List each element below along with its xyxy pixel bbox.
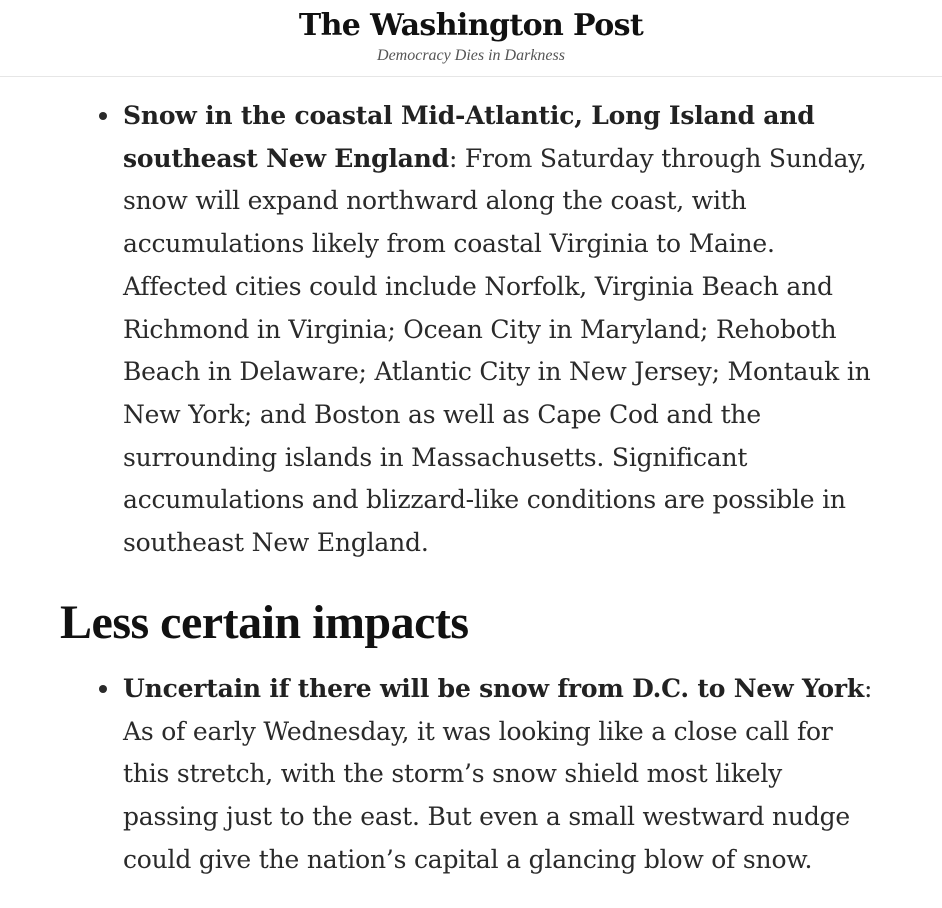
bullet-body-text: : From Saturday through Sunday, snow will expand northward along the coast, with accumulations likely from coastal Virginia to Maine. Affected cities could include Norfolk, Virginia Beach and Richmond in Virginia; Ocean City in Maryland; Rehoboth Beach in Delaware; Atlantic City in New Jersey; Montauk in New York; and Boston as well as Cape Cod and the surrounding islands in Massachusetts. Significant accumulations and blizzard-like conditions are possible in southeast New England.	[123, 143, 871, 558]
bullet-bold-lead: Uncertain if there will be snow from D.C. to New York	[123, 674, 864, 703]
washington-post-logo[interactable]: The Washington Post	[298, 8, 644, 43]
bullet-icon	[99, 112, 107, 120]
masthead-header	[0, 0, 942, 77]
bullet-body-text: : As of early Wednesday, it was looking like a close call for this stretch, with the storm’s snow shield most likely passing just to the east. But even a small westward nudge could give the nation’s capital a glancing blow of snow.	[123, 674, 873, 874]
bullet-bold-lead: Snow in the coastal Mid-Atlantic, Long Island and southeast New England	[123, 101, 815, 173]
list-item	[123, 95, 883, 565]
list-item	[123, 668, 883, 882]
masthead-tagline: Democracy Dies in Darkness	[377, 47, 565, 64]
section-heading: Less certain impacts	[60, 596, 469, 649]
bullet-icon	[99, 685, 107, 693]
